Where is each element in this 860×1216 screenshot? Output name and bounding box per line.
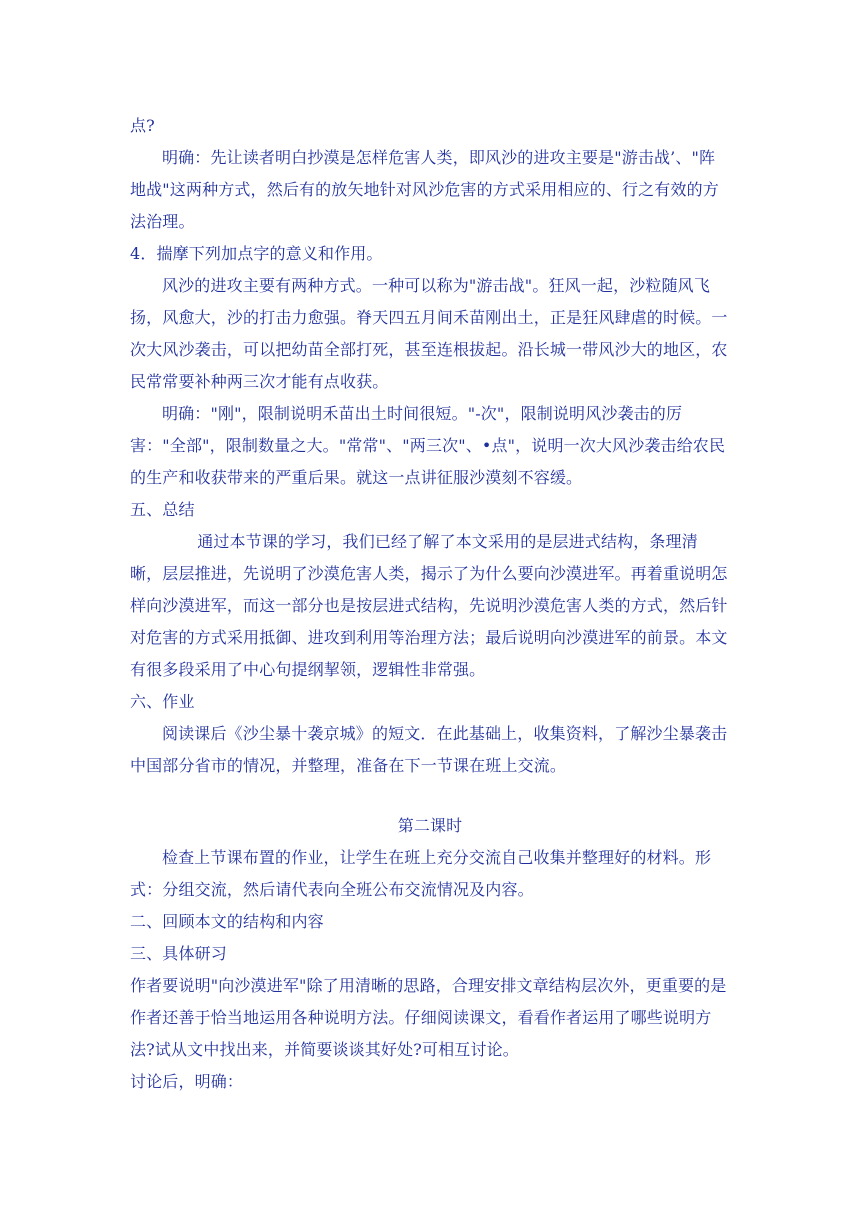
section-heading-summary: 五、总结 [130, 500, 195, 519]
paragraph-discussion: 讨论后，明确： [130, 1072, 244, 1091]
paragraph-methods: 作者要说明"向沙漠进军"除了用清晰的思路，合理安排文章结构层次外，更重要的是作者还善于恰当地运用各种说明方法。仔细阅读课文，看看作者运用了哪些说明方法?试从文中找出来，并简要谈谈其好处?可相互讨论。 [130, 976, 727, 1059]
lesson-title: 第二课时 [397, 816, 463, 835]
question-4: 4．揣摩下列加点字的意义和作用。 [130, 244, 383, 263]
section-heading-review: 二、回顾本文的结构和内容 [130, 912, 324, 931]
paragraph-answer-1: 明确：先让读者明白抄漠是怎样危害人类，即风沙的进攻主要是"游击战’、"阵地战"这两种方式，然后有的放矢地针对风沙危害的方式采用相应的、行之有效的方法治理。 [130, 148, 719, 231]
document-body [130, 110, 730, 1098]
paragraph-homework: 阅读课后《沙尘暴十袭京城》的短文．在此基础上，收集资料，了解沙尘暴袭击中国部分省市的情况，并整理，准备在下一节课在班上交流。 [130, 724, 728, 775]
blank-line [130, 782, 730, 810]
paragraph-continuation: 点? [130, 116, 155, 135]
section-heading-study: 三、具体研习 [130, 944, 227, 963]
paragraph-quote: 风沙的进攻主要有两种方式。一种可以称为"游击战"。狂风一起，沙粒随风飞扬，风愈大，沙的打击力愈强。脊天四五月间禾苗刚出土，正是狂风肆虐的时候。一次大风沙袭击，可以把幼苗全部打死，甚至连根拔起。沿长城一带风沙大的地区，农民常常要补种两三次才能有点收获。 [130, 276, 728, 391]
paragraph-summary: 通过本节课的学习，我们已经了解了本文采用的是层进式结构，条理清晰，层层推进，先说明了沙漠危害人类，揭示了为什么要向沙漠进军。再着重说明怎样向沙漠进军，而这一部分也是按层进式结构，先说明沙漠危害人类的方式，然后针对危害的方式采用抵御、进攻到利用等治理方法；最后说明向沙漠进军的前景。本文有很多段采用了中心句提纲挈领，逻辑性非常强。 [130, 532, 728, 679]
section-heading-homework: 六、作业 [130, 692, 195, 711]
paragraph-answer-2: 明确："刚"，限制说明禾苗出土时间很短。"-次"，限制说明风沙袭击的厉害："全部"，限制数量之大。"常常"、"两三次"、•点"，说明一次大风沙袭击给农民的生产和收获带来的严重后果。就这一点讲征服沙漠刻不容缓。 [130, 404, 726, 487]
paragraph-check-homework: 检查上节课布置的作业，让学生在班上充分交流自己收集并整理好的材料。形式：分组交流，然后请代表向全班公布交流情况及内容。 [130, 848, 712, 899]
